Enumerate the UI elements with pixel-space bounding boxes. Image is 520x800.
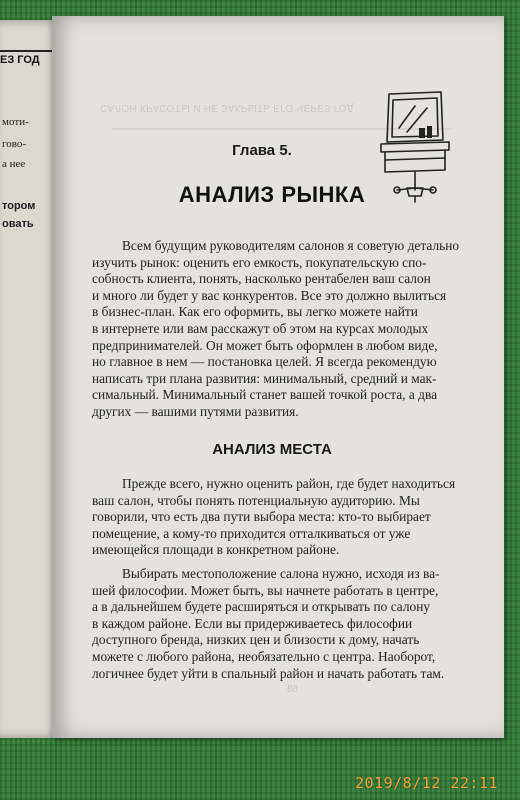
paragraph-line: помещение, а кому-то приходится отталкиваться от уже bbox=[92, 525, 411, 541]
paragraph-line: можете с любого района, необязательно с центра. Наоборот, bbox=[92, 648, 436, 664]
paragraph-line: доступного бренда, низких цен и близости к дому, начать bbox=[92, 632, 420, 648]
paragraph-line: написать три плана развития: минимальный, средний и мак- bbox=[92, 370, 437, 386]
paragraph-2 bbox=[92, 476, 456, 559]
paragraph-line: предпринимателей. Он может быть оформлен в любом виде, bbox=[92, 337, 438, 353]
paragraph-line: но главное в нем — постановка целей. Я всегда рекомендую bbox=[92, 354, 437, 370]
bleed-through-header: САЛОН КРАСОТЫ И НЕ ЗАКРЫТЬ ЕГО ЧЕРЕЗ ГОД bbox=[100, 102, 354, 113]
paragraph-line: и много ли будет у вас конкурентов. Все это должно вылиться bbox=[92, 287, 447, 303]
paragraph-line: изучить рынок: оценить его емкость, покупательскую спо- bbox=[92, 254, 427, 270]
paragraph-line: Выбирать местоположение салона нужно, исходя из ва- bbox=[122, 566, 440, 581]
chapter-title: АНАЛИЗ РЫНКА bbox=[178, 182, 366, 207]
camera-timestamp: 2019/8/12 22:11 bbox=[355, 774, 498, 792]
paragraph-line: в бизнес-план. Как его оформить, вы легко можете найти bbox=[92, 304, 418, 320]
paragraph-line: других — вашими путями развития. bbox=[92, 403, 299, 419]
left-page-bold-line: овать bbox=[2, 218, 34, 230]
paragraph-line: в интернете или вам расскажут об этом на курсах молодых bbox=[92, 320, 429, 336]
left-page bbox=[0, 20, 60, 738]
paragraph-3 bbox=[92, 566, 456, 682]
intro-paragraph bbox=[92, 238, 460, 421]
paragraph-line: Прежде всего, нужно оценить район, где будет находиться bbox=[122, 476, 456, 491]
paragraph-line: шей философии. Может быть, вы начнете работать в центре, bbox=[92, 582, 439, 598]
paragraph-line: симальный. Минимальный станет вашей точкой роста, а два bbox=[92, 387, 438, 403]
chapter-label: Глава 5. bbox=[232, 142, 292, 159]
left-page-header: ЕЗ ГОД bbox=[0, 50, 56, 66]
paragraph-line: собность клиента, понять, насколько рентабелен ваш салон bbox=[92, 271, 431, 287]
paragraph-line: а в дальнейшем будете расширяться и открывать по салону bbox=[92, 599, 431, 615]
paragraph-line: Всем будущим руководителям салонов я советую детально bbox=[122, 238, 460, 253]
paragraph-line: в каждом районе. Если вы придерживаетесь философии bbox=[92, 615, 413, 631]
paragraph-line: ваш салон, чтобы понять потенциальную аудиторию. Мы bbox=[92, 492, 420, 508]
bleed-through-page-number: 68 bbox=[287, 684, 299, 695]
right-page bbox=[52, 16, 504, 738]
paragraph-line: говорили, что есть два пути выбора места: кто-то выбирает bbox=[92, 509, 431, 525]
left-page-line: а нее bbox=[2, 158, 26, 170]
left-page-bold-line: тором bbox=[2, 200, 36, 212]
left-page-line: мoти- bbox=[2, 116, 29, 128]
paragraph-line: имеющейся площади в конкретном районе. bbox=[92, 542, 340, 558]
section-title: АНАЛИЗ МЕСТА bbox=[212, 441, 332, 458]
left-page-line: гово- bbox=[2, 138, 27, 150]
paragraph-line: логичнее будет уйти в спальный район и начать работать там. bbox=[92, 665, 445, 681]
